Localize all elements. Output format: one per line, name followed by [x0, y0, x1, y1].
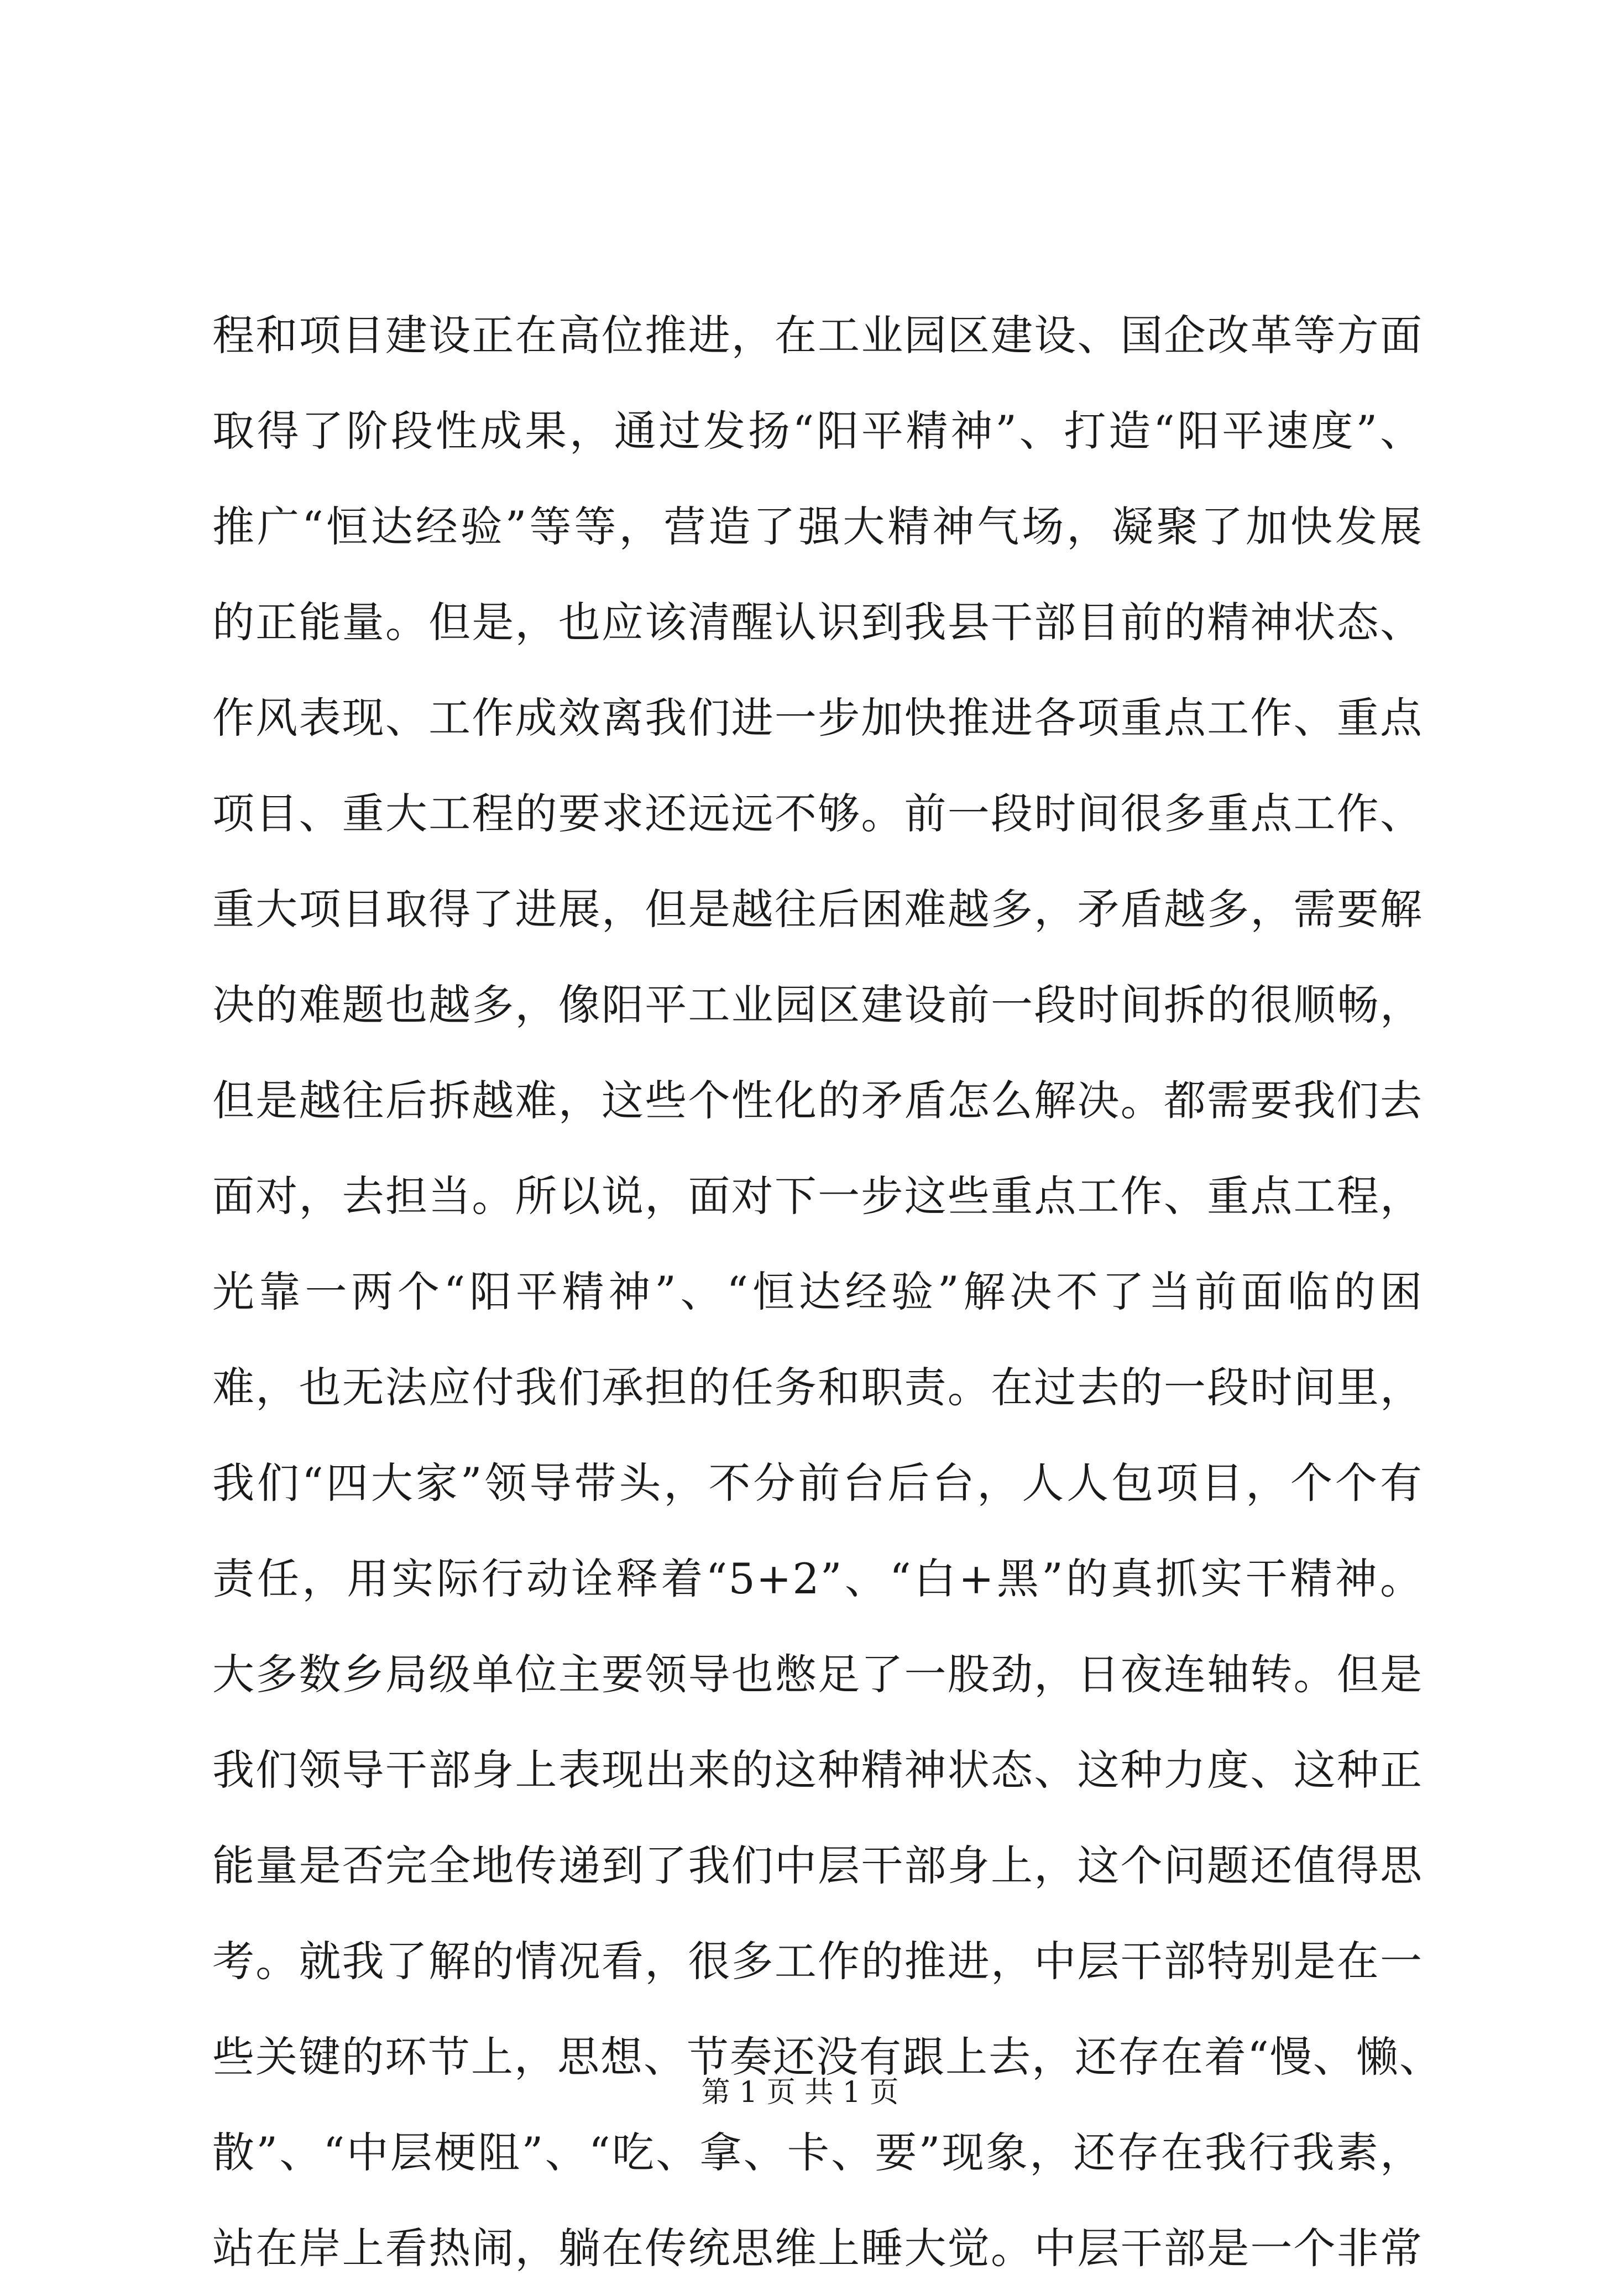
text-line: 些关键的环节上，思想、节奏还没有跟上去，还存在着“慢、懒、 [212, 2032, 1442, 2081]
text-line: 决的难题也越多，像阳平工业园区建设前一段时间拆的很顺畅， [212, 980, 1423, 1029]
text-line: 大多数乡局级单位主要领导也憋足了一股劲，日夜连轴转。但是 [212, 1650, 1423, 1699]
text-line: 推广“恒达经验”等等，营造了强大精神气场，凝聚了加快发展 [212, 502, 1423, 551]
text-line: 但是越往后拆越难，这些个性化的矛盾怎么解决。都需要我们去 [212, 1076, 1423, 1125]
text-line: 我们领导干部身上表现出来的这种精神状态、这种力度、这种正 [212, 1745, 1423, 1795]
text-line: 难，也无法应付我们承担的任务和职责。在过去的一段时间里， [212, 1363, 1423, 1412]
text-line: 作风表现、工作成效离我们进一步加快推进各项重点工作、重点 [212, 693, 1423, 742]
text-line: 面对，去担当。所以说，面对下一步这些重点工作、重点工程， [212, 1171, 1423, 1221]
text-line: 站在岸上看热闹，躺在传统思维上睡大觉。中层干部是一个非常 [212, 2224, 1423, 2273]
text-line: 考。就我了解的情况看，很多工作的推进，中层干部特别是在一 [212, 1937, 1423, 1986]
text-line: 责任，用实际行动诠释着“5+2”、“白+黑”的真抓实干精神。 [212, 1554, 1423, 1603]
text-line: 取得了阶段性成果，通过发扬“阳平精神”、打造“阳平速度”、 [212, 406, 1423, 456]
text-line: 的正能量。但是，也应该清醒认识到我县干部目前的精神状态、 [212, 598, 1423, 647]
body-text [212, 287, 1442, 2296]
text-line: 散”、“中层梗阻”、“吃、拿、卡、要”现象，还存在我行我素， [212, 2128, 1423, 2177]
text-line: 项目、重大工程的要求还远远不够。前一段时间很多重点工作、 [212, 789, 1423, 838]
text-line: 能量是否完全地传递到了我们中层干部身上，这个问题还值得思 [212, 1841, 1423, 1890]
text-line: 程和项目建设正在高位推进，在工业园区建设、国企改革等方面 [212, 311, 1423, 360]
text-line: 光靠一两个“阳平精神”、“恒达经验”解决不了当前面临的困 [212, 1267, 1423, 1316]
page-footer: 第 1 页 共 1 页 [701, 2076, 899, 2109]
text-line: 重大项目取得了进展，但是越往后困难越多，矛盾越多，需要解 [212, 885, 1423, 934]
text-line: 我们“四大家”领导带头，不分前台后台，人人包项目，个个有 [212, 1458, 1423, 1508]
